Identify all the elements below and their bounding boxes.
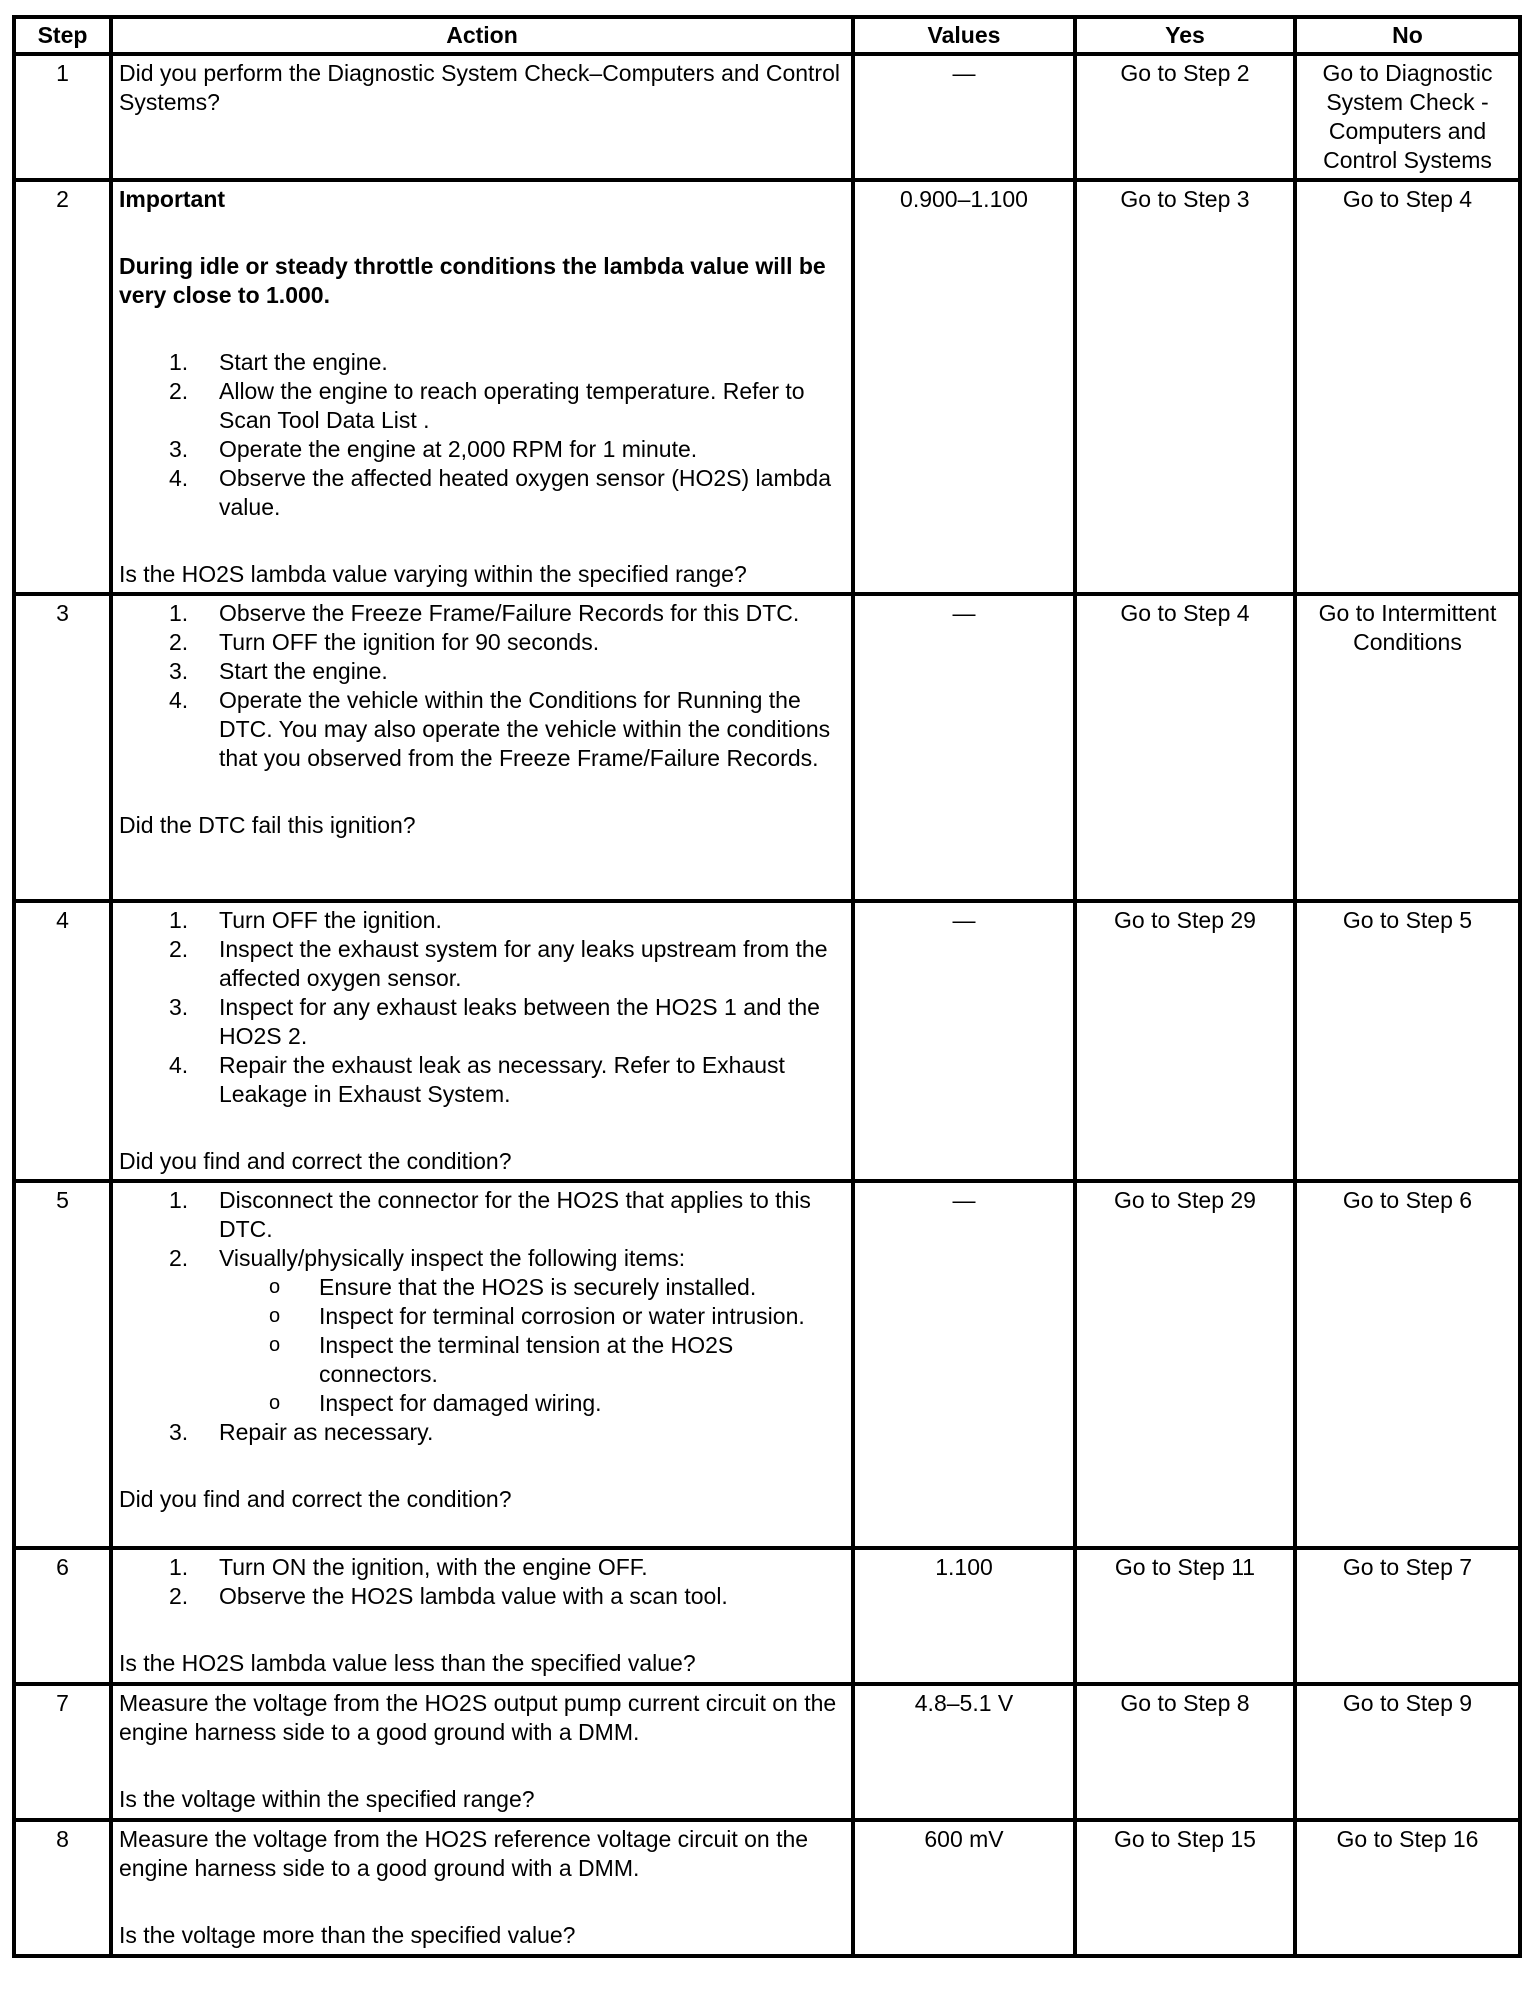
step-number: 5 (14, 1181, 111, 1548)
yes-cell: Go to Step 15 (1075, 1820, 1295, 1956)
list-text: Repair as necessary. (219, 1419, 434, 1445)
table-row (14, 594, 1520, 901)
sub-list-text: Inspect for damaged wiring. (319, 1390, 602, 1416)
action-cell (111, 1548, 853, 1684)
sub-bullet: o (269, 1392, 281, 1414)
value-cell: — (853, 54, 1075, 180)
list-text: Observe the Freeze Frame/Failure Records for this DTC. (219, 600, 800, 626)
action-cell (111, 1684, 853, 1820)
no-cell: Go to Step 4 (1295, 180, 1520, 594)
list-text: Start the engine. (219, 658, 388, 684)
list-text: Inspect for any exhaust leaks between the HO2S 1 and the HO2S 2. (219, 994, 820, 1049)
value-cell: — (853, 901, 1075, 1181)
header-step: Step (14, 17, 111, 54)
list-number: 1. (169, 907, 189, 933)
header-action: Action (111, 17, 853, 54)
no-cell: Go to Step 16 (1295, 1820, 1520, 1956)
sub-bullet: o (269, 1305, 281, 1327)
yes-cell: Go to Step 11 (1075, 1548, 1295, 1684)
list-item (119, 1553, 845, 1582)
action-text: Measure the voltage from the HO2S output pump current circuit on the engine harness side to a good ground with a DMM. (119, 1690, 837, 1745)
table-row (14, 1684, 1520, 1820)
value-cell: 0.900–1.100 (853, 180, 1075, 594)
no-cell: Go to Intermittent Conditions (1295, 594, 1520, 901)
step-list (119, 1553, 845, 1611)
step-number: 6 (14, 1548, 111, 1684)
list-number: 3. (169, 1419, 189, 1445)
list-item (119, 1418, 845, 1447)
table-row (14, 180, 1520, 594)
header-values: Values (853, 17, 1075, 54)
list-item (119, 686, 845, 773)
step-number: 1 (14, 54, 111, 180)
list-item (119, 993, 845, 1051)
list-item (119, 657, 845, 686)
list-text: Operate the vehicle within the Conditions for Running the DTC. You may also operate the vehicle within the conditions that you observed from the Freeze Frame/Failure Records. (219, 687, 831, 771)
header-yes: Yes (1075, 17, 1295, 54)
list-text: Allow the engine to reach operating temperature. Refer to Scan Tool Data List . (219, 378, 805, 433)
list-text: Turn OFF the ignition for 90 seconds. (219, 629, 600, 655)
header-row (14, 17, 1520, 54)
step-number: 4 (14, 901, 111, 1181)
list-number: 2. (169, 1245, 189, 1271)
list-item (119, 935, 845, 993)
list-text: Turn ON the ignition, with the engine OFF. (219, 1554, 648, 1580)
no-cell: Go to Diagnostic System Check - Computers and Control Systems (1295, 54, 1520, 180)
table-row (14, 1820, 1520, 1956)
list-number: 3. (169, 658, 189, 684)
no-cell: Go to Step 7 (1295, 1548, 1520, 1684)
list-number: 4. (169, 1052, 189, 1078)
step-number: 7 (14, 1684, 111, 1820)
table-row (14, 54, 1520, 180)
list-number: 4. (169, 465, 189, 491)
list-number: 1. (169, 600, 189, 626)
list-number: 4. (169, 687, 189, 713)
sub-list-text: Inspect the terminal tension at the HO2S connectors. (319, 1332, 734, 1387)
question-text: Is the HO2S lambda value varying within the specified range? (119, 561, 747, 587)
diagnostic-table (12, 15, 1522, 1958)
sub-list-text: Inspect for terminal corrosion or water intrusion. (319, 1303, 805, 1329)
list-number: 2. (169, 936, 189, 962)
question-text: Did you find and correct the condition? (119, 1486, 512, 1512)
sub-bullet: o (269, 1276, 281, 1298)
question-text: Is the HO2S lambda value less than the specified value? (119, 1650, 696, 1676)
step-list (119, 906, 845, 1109)
list-number: 2. (169, 1583, 189, 1609)
list-item (119, 348, 845, 377)
important-title: Important (119, 186, 226, 212)
action-cell (111, 180, 853, 594)
step-number: 3 (14, 594, 111, 901)
question-text: Is the voltage more than the specified value? (119, 1922, 576, 1948)
list-item (119, 1186, 845, 1244)
list-item (119, 1051, 845, 1109)
action-text: Measure the voltage from the HO2S reference voltage circuit on the engine harness side to a good ground with a DMM. (119, 1826, 809, 1881)
value-cell: — (853, 1181, 1075, 1548)
list-item (119, 906, 845, 935)
value-cell: 4.8–5.1 V (853, 1684, 1075, 1820)
list-text: Observe the affected heated oxygen sensor (HO2S) lambda value. (219, 465, 831, 520)
header-no: No (1295, 17, 1520, 54)
step-list (119, 348, 845, 522)
action-cell (111, 54, 853, 180)
yes-cell: Go to Step 3 (1075, 180, 1295, 594)
table-row (14, 901, 1520, 1181)
no-cell: Go to Step 5 (1295, 901, 1520, 1181)
list-item (119, 464, 845, 522)
value-cell: — (853, 594, 1075, 901)
action-cell (111, 1181, 853, 1548)
important-text: During idle or steady throttle conditions the lambda value will be very close to 1.000. (119, 253, 826, 308)
list-item (119, 599, 845, 628)
no-cell: Go to Step 6 (1295, 1181, 1520, 1548)
list-number: 2. (169, 629, 189, 655)
list-text: Operate the engine at 2,000 RPM for 1 minute. (219, 436, 698, 462)
sub-list-text: Ensure that the HO2S is securely installed. (319, 1274, 757, 1300)
table-row (14, 1181, 1520, 1548)
list-text: Inspect the exhaust system for any leaks upstream from the affected oxygen sensor. (219, 936, 828, 991)
sub-list-item (219, 1273, 845, 1302)
sub-list-item (219, 1389, 845, 1418)
list-number: 3. (169, 436, 189, 462)
table-row (14, 1548, 1520, 1684)
action-cell (111, 594, 853, 901)
list-text: Turn OFF the ignition. (219, 907, 442, 933)
list-text: Observe the HO2S lambda value with a scan tool. (219, 1583, 728, 1609)
list-item (119, 377, 845, 435)
yes-cell: Go to Step 29 (1075, 901, 1295, 1181)
action-cell (111, 901, 853, 1181)
yes-cell: Go to Step 29 (1075, 1181, 1295, 1548)
sub-list-item (219, 1331, 845, 1389)
question-text: Did you find and correct the condition? (119, 1148, 512, 1174)
step-list (119, 599, 845, 773)
step-number: 2 (14, 180, 111, 594)
step-list (119, 1186, 845, 1447)
list-text: Start the engine. (219, 349, 388, 375)
list-number: 1. (169, 349, 189, 375)
question-text: Is the voltage within the specified range? (119, 1786, 535, 1812)
list-item (119, 628, 845, 657)
yes-cell: Go to Step 4 (1075, 594, 1295, 901)
list-number: 3. (169, 994, 189, 1020)
value-cell: 1.100 (853, 1548, 1075, 1684)
yes-cell: Go to Step 8 (1075, 1684, 1295, 1820)
sub-list (219, 1273, 845, 1418)
action-text: Did you perform the Diagnostic System Check–Computers and Control Systems? (119, 60, 840, 115)
yes-cell: Go to Step 2 (1075, 54, 1295, 180)
sub-bullet: o (269, 1334, 281, 1356)
list-text: Disconnect the connector for the HO2S that applies to this DTC. (219, 1187, 811, 1242)
step-number: 8 (14, 1820, 111, 1956)
value-cell: 600 mV (853, 1820, 1075, 1956)
list-item (119, 435, 845, 464)
list-number: 1. (169, 1554, 189, 1580)
sub-list-item (219, 1302, 845, 1331)
list-number: 1. (169, 1187, 189, 1213)
list-text: Visually/physically inspect the following items: (219, 1245, 686, 1271)
list-number: 2. (169, 378, 189, 404)
list-item (119, 1582, 845, 1611)
question-text: Did the DTC fail this ignition? (119, 812, 416, 838)
list-text: Repair the exhaust leak as necessary. Refer to Exhaust Leakage in Exhaust System. (219, 1052, 785, 1107)
no-cell: Go to Step 9 (1295, 1684, 1520, 1820)
list-item (119, 1244, 845, 1418)
action-cell (111, 1820, 853, 1956)
